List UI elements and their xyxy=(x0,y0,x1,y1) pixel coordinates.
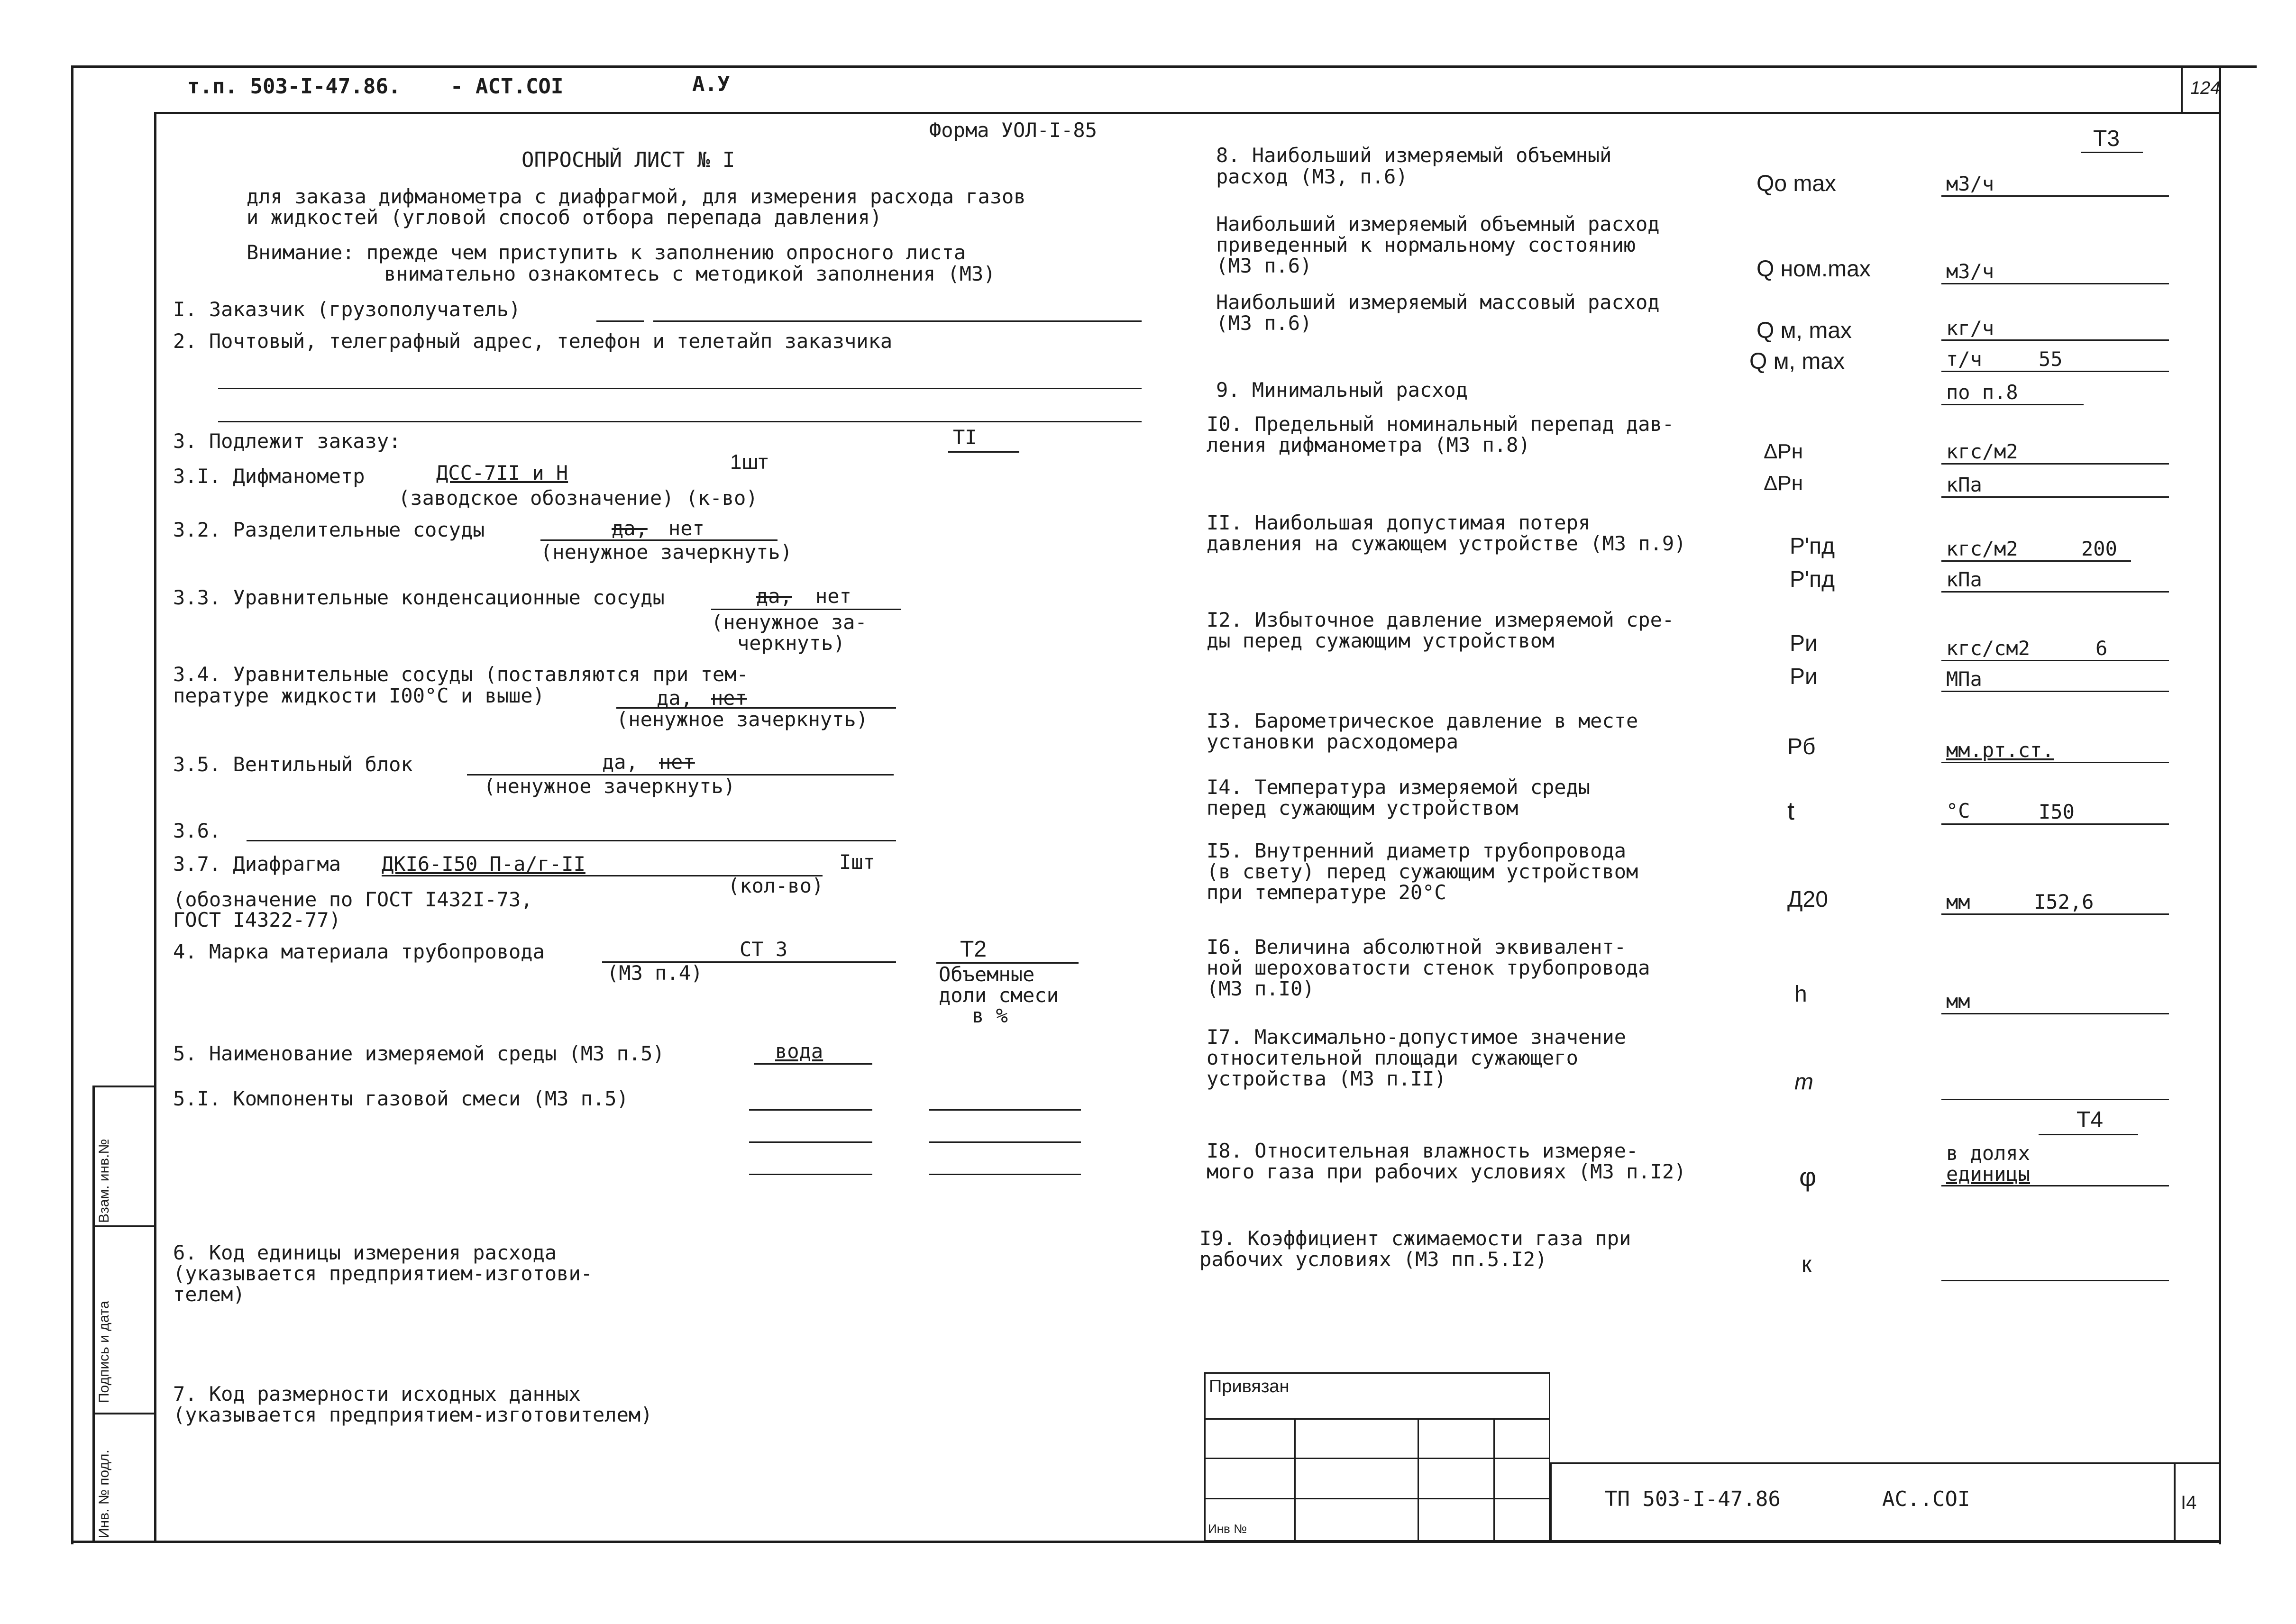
item-3-4-line-2: пературе жидкости I00°С и выше) xyxy=(173,684,545,707)
r14-line-2: перед сужающим устройством xyxy=(1207,796,1518,820)
r10-symbol-1: ΔPн xyxy=(1764,440,1803,463)
r12-line-1: I2. Избыточное давление измеряемой сре- xyxy=(1207,608,1674,631)
stamp-inv: Инв № xyxy=(1208,1522,1247,1536)
r14-symbol: t xyxy=(1787,797,1795,825)
top-border xyxy=(71,65,2257,68)
r15-symbol: Д20 xyxy=(1787,887,1828,912)
item-3-7-sub-2: ГОСТ I4322-77) xyxy=(173,908,341,931)
item-3-7-sub-1: (обозначение по ГОСТ I432I-73, xyxy=(173,888,533,911)
r8-line-1: 8. Наибольший измеряемый объемный xyxy=(1216,144,1612,167)
r11-unit-1[interactable]: кгс/м2 xyxy=(1946,537,2018,560)
item-2-label: 2. Почтовый, телеграфный адрес, телефон и телетайп заказчика xyxy=(173,329,893,353)
r14-line-1: I4. Температура измеряемой среды xyxy=(1207,776,1591,799)
r8c-line-2: (МЗ п.6) xyxy=(1216,311,1312,335)
inner-top-border xyxy=(156,112,2221,114)
item-3-1-sub: (заводское обозначение) (к-во) xyxy=(398,486,758,510)
r18-unit-1: в долях xyxy=(1946,1141,2031,1165)
side-strip-divider-2 xyxy=(92,1225,154,1227)
r8-unit[interactable]: м3/ч xyxy=(1946,172,1994,195)
item-1-blank-b[interactable] xyxy=(653,320,1142,322)
item-4-label: 4. Марка материала трубопровода xyxy=(173,940,545,963)
item-3-5-label: 3.5. Вентильный блок xyxy=(173,753,413,776)
r9-line[interactable] xyxy=(1941,404,2084,405)
stamp-sheet-divider xyxy=(2174,1462,2176,1542)
side-podpis-label: Подпись и дата xyxy=(96,1301,112,1403)
r8c-line-1[interactable] xyxy=(1941,339,2169,341)
r11-symbol-2: P'пд xyxy=(1790,567,1835,592)
item-7-line-1: 7. Код размерности исходных данных xyxy=(173,1382,581,1405)
r18-line[interactable] xyxy=(1941,1185,2169,1186)
r10-symbol-2: ΔPн xyxy=(1764,472,1803,495)
corner-tick xyxy=(2181,68,2183,112)
r10-line-2: ления дифманометра (МЗ п.8) xyxy=(1207,433,1530,456)
item-6-line-1: 6. Код единицы измерения расхода xyxy=(173,1241,557,1264)
item-3-6-line[interactable] xyxy=(247,840,896,841)
item-3-5-no[interactable]: нет xyxy=(659,750,695,774)
r19-line-2: рабочих условиях (МЗ пп.5.I2) xyxy=(1199,1248,1547,1271)
r12-line-1[interactable] xyxy=(1941,660,2169,661)
r17-line[interactable] xyxy=(1941,1099,2169,1100)
r11-symbol-1: P'пд xyxy=(1790,534,1835,559)
item-1-blank-a[interactable] xyxy=(596,320,644,322)
item-3-3-line xyxy=(711,609,901,610)
item-6-line-3: телем) xyxy=(173,1283,245,1306)
r11-line-2: давления на сужающем устройстве (МЗ п.9) xyxy=(1207,532,1686,555)
r8b-symbol: Q ном.max xyxy=(1756,256,1871,282)
r12-line-2[interactable] xyxy=(1941,691,2169,692)
item-3-4-no[interactable]: нет xyxy=(711,686,747,710)
item-4-value[interactable]: СТ 3 xyxy=(740,938,788,961)
gas-frac-3[interactable] xyxy=(929,1174,1081,1175)
right-border xyxy=(2219,65,2221,1544)
r15-unit[interactable]: мм xyxy=(1946,890,1970,913)
item-3-2-line xyxy=(540,539,778,541)
item-5-label: 5. Наименование измеряемой среды (МЗ п.5) xyxy=(173,1042,665,1065)
r16-line-1: I6. Величина абсолютной эквивалент- xyxy=(1207,935,1627,958)
item-3-7-kol: (кол-во) xyxy=(728,874,824,897)
item-6-line-2: (указывается предприятием-изготови- xyxy=(173,1262,593,1285)
item-3-5-yes[interactable]: да, xyxy=(602,750,638,774)
item-3-1-qty[interactable]: 1шт xyxy=(730,450,768,474)
stamp-v3 xyxy=(1493,1418,1495,1542)
r11-line-1[interactable] xyxy=(1941,560,2131,562)
r16-unit[interactable]: мм xyxy=(1946,990,1970,1013)
subtitle-line-2: и жидкостей (угловой способ отбора перепада давления) xyxy=(247,206,882,229)
r16-line-3: (МЗ п.I0) xyxy=(1207,977,1315,1000)
r8-line[interactable] xyxy=(1941,195,2169,197)
r8b-line-3: (МЗ п.6) xyxy=(1216,254,1312,277)
r11-value-1[interactable]: 200 xyxy=(2081,537,2117,560)
r8b-line[interactable] xyxy=(1941,283,2169,284)
item-3-label: 3. Подлежит заказу: xyxy=(173,429,401,453)
item-5-1-label: 5.I. Компоненты газовой смеси (МЗ п.5) xyxy=(173,1087,629,1110)
side-strip-divider-3 xyxy=(92,1413,154,1414)
r9-label: 9. Минимальный расход xyxy=(1216,378,1468,401)
item-3-3-sub-1: (ненужное за- xyxy=(711,611,867,634)
stamp-h1 xyxy=(1204,1458,1550,1459)
top-letter: А.У xyxy=(692,72,730,96)
r15-line-1: I5. Внутренний диаметр трубопровода xyxy=(1207,839,1627,862)
r8c-symbol-2: Q м, max xyxy=(1749,349,1845,374)
r17-line-2: относительной площади сужающего xyxy=(1207,1046,1578,1069)
item-5-value[interactable]: вода xyxy=(775,1040,823,1063)
r17-symbol: m xyxy=(1794,1069,1813,1095)
r10-line-1[interactable] xyxy=(1941,463,2169,465)
item-3-1-value[interactable]: ДСС-7II и Н xyxy=(436,461,568,484)
r8c-unit-1[interactable]: кг/ч xyxy=(1946,317,1994,340)
r12-line-2: ды перед сужающим устройством xyxy=(1207,629,1555,652)
stamp-v1 xyxy=(1294,1418,1296,1542)
r14-unit[interactable]: °С xyxy=(1946,799,1970,822)
t4-line xyxy=(2039,1134,2138,1135)
item-3-3-sub-2: черкнуть) xyxy=(737,631,845,655)
item-3-3-label: 3.3. Уравнительные конденсационные сосуды xyxy=(173,586,665,609)
r8c-line-2[interactable] xyxy=(1941,371,2169,372)
item-3-5-sub: (ненужное зачеркнуть) xyxy=(484,775,736,798)
note-line-1: Внимание: прежде чем приступить к заполнению опросного листа xyxy=(247,241,966,264)
item-3-6-label: 3.6. xyxy=(173,819,221,842)
stamp-v2 xyxy=(1418,1418,1419,1542)
top-mark: - АСТ.COI xyxy=(450,74,564,99)
r8b-line-1: Наибольший измеряемый объемный расход xyxy=(1216,212,1660,236)
r18-unit-2: единицы xyxy=(1946,1162,2031,1186)
item-3-code: TI xyxy=(953,426,977,449)
item-3-4-line xyxy=(616,707,896,709)
r11-line-2[interactable] xyxy=(1941,591,2169,593)
r16-symbol: h xyxy=(1794,982,1807,1007)
vol-fraction-1: Объемные xyxy=(939,963,1035,986)
stamp-doc-mark: АС..COI xyxy=(1882,1487,1970,1511)
r12-unit-2[interactable]: МПа xyxy=(1946,667,1982,691)
r13-line-1: I3. Барометрическое давление в месте xyxy=(1207,709,1638,732)
item-7-line-2: (указывается предприятием-изготовителем) xyxy=(173,1403,653,1426)
item-1-label: I. Заказчик (грузополучатель) xyxy=(173,298,521,321)
r16-line-2: ной шероховатости стенок трубопровода xyxy=(1207,956,1650,979)
inner-left-border xyxy=(154,112,156,1542)
item-3-2-no[interactable]: нет xyxy=(668,517,704,540)
r13-unit[interactable]: мм.рт.ст. xyxy=(1946,739,2054,762)
r17-line-1: I7. Максимально-допустимое значение xyxy=(1207,1025,1627,1049)
r8-line-2: расход (МЗ, п.6) xyxy=(1216,165,1408,188)
side-strip-divider-1 xyxy=(92,1086,154,1087)
item-3-3-no[interactable]: нет xyxy=(815,584,851,608)
item-3-4-line-1: 3.4. Уравнительные сосуды (поставляются при тем- xyxy=(173,663,749,686)
gas-frac-1[interactable] xyxy=(929,1109,1081,1111)
side-inv-podl-label: Инв. № подл. xyxy=(96,1450,112,1538)
subtitle-line-1: для заказа дифманометра с диафрагмой, для измерения расхода газов xyxy=(247,185,1026,208)
r13-line-2: установки расходомера xyxy=(1207,730,1459,753)
r12-value-1[interactable]: 6 xyxy=(2095,637,2108,660)
t4-code: T4 xyxy=(2076,1107,2104,1132)
r18-line-2: мого газа при рабочих условиях (МЗ п.I2) xyxy=(1207,1160,1686,1183)
item-2-blank-1[interactable] xyxy=(218,388,1142,389)
note-line-2: внимательно ознакомтесь с методикой заполнения (МЗ) xyxy=(384,262,996,285)
r15-line-2: (в свету) перед сужающим устройством xyxy=(1207,860,1638,883)
r16-line[interactable] xyxy=(1941,1013,2169,1014)
item-3-code-line xyxy=(948,451,1019,453)
r11-line-1: II. Наибольшая допустимая потеря xyxy=(1207,511,1591,534)
r19-symbol: к xyxy=(1802,1252,1811,1277)
page-title: ОПРОСНЫЙ ЛИСТ № I xyxy=(521,148,735,172)
r8c-line-1: Наибольший измеряемый массовый расход xyxy=(1216,291,1660,314)
r15-line-3: при температуре 20°С xyxy=(1207,881,1446,904)
left-border xyxy=(71,65,73,1544)
r8c-unit-2[interactable]: т/ч xyxy=(1946,347,1982,371)
item-3-4-yes[interactable]: да, xyxy=(657,686,693,710)
item-3-7-value[interactable]: ДКI6-I50 П-а/г-II xyxy=(382,852,585,876)
r19-line[interactable] xyxy=(1941,1280,2169,1281)
vol-fraction-3: в % xyxy=(972,1004,1008,1027)
stamp-privyazan: Привязан xyxy=(1209,1377,1290,1396)
r12-symbol-2: Pи xyxy=(1790,664,1818,689)
form-label: Форма УОЛ-I-85 xyxy=(929,119,1098,142)
r8c-value-2[interactable]: 55 xyxy=(2039,347,2063,371)
r10-line-1: I0. Предельный номинальный перепад дав- xyxy=(1207,412,1674,436)
item-4-code: T2 xyxy=(960,937,987,962)
item-3-4-sub: (ненужное зачеркнуть) xyxy=(616,708,869,731)
r18-line-1: I8. Относительная влажность измеряе- xyxy=(1207,1139,1638,1162)
item-2-blank-2[interactable] xyxy=(218,421,1142,422)
item-3-7-label: 3.7. Диафрагма xyxy=(173,852,341,876)
r13-line[interactable] xyxy=(1941,762,2169,763)
r8-symbol: Qо max xyxy=(1756,171,1837,196)
corner-number: 124 xyxy=(2190,78,2221,98)
r19-line-1: I9. Коэффициент сжимаемости газа при xyxy=(1199,1227,1631,1250)
r13-symbol: Pб xyxy=(1787,734,1816,759)
r12-symbol-1: Pи xyxy=(1790,631,1818,656)
gas-comp-1[interactable] xyxy=(749,1109,872,1111)
r10-line-2[interactable] xyxy=(1941,496,2169,498)
r17-line-3: устройства (МЗ п.II) xyxy=(1207,1067,1446,1090)
r14-line[interactable] xyxy=(1941,823,2169,825)
item-3-2-sub: (ненужное зачеркнуть) xyxy=(540,540,793,564)
stamp-sheet-number: I4 xyxy=(2181,1492,2197,1513)
r14-value[interactable]: I50 xyxy=(2039,800,2075,823)
side-vzam-label: Взам. инв.№ xyxy=(96,1139,112,1223)
item-3-1-label: 3.I. Дифманометр xyxy=(173,465,365,488)
r12-unit-1[interactable]: кгс/см2 xyxy=(1946,637,2031,660)
item-5-line xyxy=(754,1063,872,1065)
vol-fraction-2: доли смеси xyxy=(939,984,1059,1007)
r10-unit-1[interactable]: кгс/м2 xyxy=(1946,440,2018,463)
r10-unit-2[interactable]: кПа xyxy=(1946,473,1982,496)
r15-value[interactable]: I52,6 xyxy=(2034,890,2094,913)
item-3-2-label: 3.2. Разделительные сосуды xyxy=(173,518,485,541)
top-code: т.п. 503-I-47.86. xyxy=(187,74,401,99)
t3-code: T3 xyxy=(2093,126,2120,151)
stamp-h2 xyxy=(1204,1498,1550,1499)
stamp-doc-code: ТП 503-I-47.86 xyxy=(1605,1487,1781,1511)
item-4-sub: (МЗ п.4) xyxy=(607,961,703,985)
gas-frac-2[interactable] xyxy=(929,1141,1081,1143)
r8b-line-2: приведенный к нормальному состоянию xyxy=(1216,233,1636,256)
r15-line[interactable] xyxy=(1941,913,2169,915)
item-3-7-qty[interactable]: Iшт xyxy=(839,850,875,874)
item-3-3-yes[interactable]: да, xyxy=(756,584,792,608)
side-strip-border xyxy=(92,1086,95,1541)
r11-unit-2[interactable]: кПа xyxy=(1946,568,1982,591)
stamp-grid xyxy=(1204,1418,1550,1542)
item-3-2-yes[interactable]: да, xyxy=(612,517,648,540)
gas-comp-2[interactable] xyxy=(749,1141,872,1143)
r9-unit[interactable]: по п.8 xyxy=(1946,381,2018,404)
gas-comp-3[interactable] xyxy=(749,1174,872,1175)
t3-line xyxy=(2081,152,2143,153)
r8c-symbol-1: Q м, max xyxy=(1756,318,1852,343)
r18-symbol: φ xyxy=(1799,1162,1817,1192)
r8b-unit[interactable]: м3/ч xyxy=(1946,260,1994,283)
